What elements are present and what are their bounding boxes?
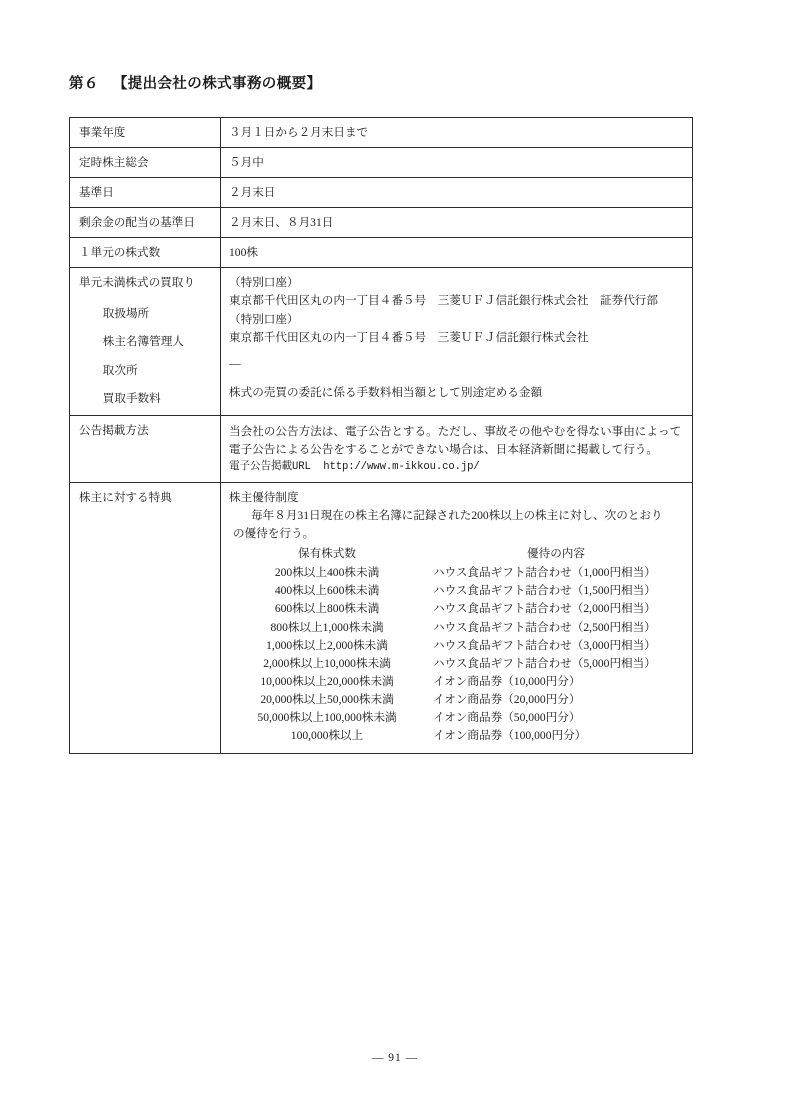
benefit-content: イオン商品券（10,000円分） [433, 674, 581, 688]
row-value-cell [221, 416, 693, 483]
benefit-col-holding-header: 保有株式数 [298, 547, 356, 561]
record-date-value: ２月末日 [229, 186, 276, 199]
table-row-shareholder-benefits [70, 483, 693, 754]
table-row [70, 118, 693, 148]
general-meeting-label: 定時株主総会 [79, 156, 149, 169]
public-notice-paragraph: 当会社の公告方法は、電子公告とする。ただし、事故その他やむを得ない事由によって電子公告による公告をすることができない場合は、日本経済新聞に掲載して行う。 [229, 425, 682, 456]
table-row [229, 600, 683, 618]
section-number: 第６ [69, 76, 99, 92]
intermediary-label: 取次所 [102, 363, 138, 377]
benefit-holding: 100,000株以上 [290, 728, 364, 742]
row-value-cell [221, 178, 693, 208]
row-label-cell [70, 238, 221, 268]
benefit-table-header-row [229, 545, 683, 564]
table-row-odd-lot-buyback [70, 268, 693, 416]
benefit-content: ハウス食品ギフト詰合わせ（1,500円相当） [433, 584, 656, 598]
benefit-content: ハウス食品ギフト詰合わせ（3,000円相当） [433, 638, 656, 652]
table-row [70, 208, 693, 238]
electronic-notice-url[interactable]: http://www.m-ikkou.co.jp/ [323, 461, 480, 474]
benefit-content: ハウス食品ギフト詰合わせ（2,000円相当） [433, 602, 656, 616]
benefit-holding: 400株以上600株未満 [274, 584, 380, 598]
public-notice-value [221, 416, 692, 482]
handling-place-address: 東京都千代田区丸の内一丁目４番５号 三菱ＵＦＪ信託銀行株式会社 証券代行部 [229, 293, 658, 307]
row-label-cell [70, 208, 221, 238]
buyback-fee-value: 株式の売買の委託に係る手数料相当額として別途定める金額 [229, 386, 543, 400]
benefit-content: ハウス食品ギフト詰合わせ（5,000円相当） [433, 656, 656, 670]
odd-lot-value-group [221, 268, 692, 409]
benefit-content: ハウス食品ギフト詰合わせ（2,500円相当） [433, 620, 656, 634]
table-row [229, 637, 683, 655]
electronic-notice-url-label: 電子公告掲載URL [229, 461, 311, 474]
handling-place-account-type: （特別口座） [229, 276, 299, 289]
benefit-content: ハウス食品ギフト詰合わせ（1,000円相当） [433, 566, 656, 580]
row-value-cell [221, 268, 693, 416]
buyback-fee-label: 買取手数料 [102, 392, 161, 406]
benefit-content: イオン商品券（20,000円分） [433, 692, 581, 706]
table-row [229, 582, 683, 600]
row-value-cell [221, 238, 693, 268]
fiscal-year-value: ３月１日から２月末日まで [229, 126, 369, 139]
shareholder-benefits-value [221, 483, 692, 753]
benefit-lead-line-1: 毎年８月31日現在の株主名簿に記録された200株以上の株主に対し、次のとおり [251, 508, 663, 522]
table-row [229, 673, 683, 691]
handling-place-label: 取扱場所 [102, 306, 150, 320]
record-date-label: 基準日 [79, 186, 114, 199]
public-notice-label: 公告掲載方法 [79, 424, 149, 438]
transfer-agent-label: 株主名簿管理人 [102, 335, 184, 349]
row-value-cell [221, 208, 693, 238]
table-row [229, 655, 683, 673]
table-row [229, 709, 683, 727]
page-number: — 91 — [371, 1052, 419, 1064]
odd-lot-label: 単元未満株式の買取り [79, 276, 195, 289]
benefit-holding: 200株以上400株未満 [274, 566, 380, 580]
transfer-agent-address: 東京都千代田区丸の内一丁目４番５号 三菱ＵＦＪ信託銀行株式会社 [229, 330, 589, 344]
table-row [229, 564, 683, 582]
fiscal-year-label: 事業年度 [79, 126, 126, 139]
transfer-agent-value [229, 311, 692, 346]
dividend-record-date-label: 剰余金の配当の基準日 [79, 216, 195, 229]
shareholder-benefits-label: 株主に対する特典 [79, 491, 172, 505]
row-label-cell [70, 483, 221, 754]
odd-lot-label-group [70, 268, 220, 415]
row-value-cell [221, 118, 693, 148]
table-row [229, 619, 683, 637]
share-unit-value: 100株 [229, 246, 258, 259]
handling-place-value [229, 274, 692, 309]
dividend-record-date-value: ２月末日、８月31日 [229, 216, 334, 229]
benefit-lead-line-2: の優待を行う。 [233, 526, 315, 540]
table-row [229, 727, 683, 745]
benefit-content: イオン商品券（50,000円分） [433, 710, 581, 724]
benefit-holding: 20,000株以上50,000株未満 [260, 692, 394, 706]
table-row [229, 691, 683, 709]
row-label-cell [70, 268, 221, 416]
row-label-cell [70, 178, 221, 208]
table-row [70, 238, 693, 268]
benefit-col-content-header: 優待の内容 [527, 547, 585, 561]
benefit-holding: 1,000株以上2,000株未満 [266, 638, 388, 652]
benefit-holding: 10,000株以上20,000株未満 [260, 674, 394, 688]
general-meeting-value: ５月中 [229, 156, 264, 169]
share-unit-label: １単元の株式数 [79, 246, 161, 259]
page-title [69, 72, 321, 93]
table-row [70, 148, 693, 178]
electronic-notice-url-line [229, 459, 682, 475]
benefit-holding: 50,000株以上100,000株未満 [257, 710, 397, 724]
table-row [70, 178, 693, 208]
benefit-holding: 600株以上800株未満 [274, 602, 380, 616]
benefit-program-title: 株主優待制度 [229, 491, 299, 505]
intermediary-value: ― [229, 357, 241, 371]
row-value-cell [221, 483, 693, 754]
stock-administration-table [69, 117, 693, 754]
row-value-cell [221, 148, 693, 178]
row-label-cell [70, 416, 221, 483]
benefit-holding: 2,000株以上10,000株未満 [263, 656, 391, 670]
benefit-content: イオン商品券（100,000円分） [433, 728, 587, 742]
table-row-public-notice [70, 416, 693, 483]
benefit-holding: 800株以上1,000株未満 [270, 620, 384, 634]
benefit-tier-table [229, 545, 683, 745]
section-title: 【提出会社の株式事務の概要】 [112, 76, 322, 92]
row-label-cell [70, 118, 221, 148]
row-label-cell [70, 148, 221, 178]
transfer-agent-account-type: （特別口座） [229, 313, 299, 327]
